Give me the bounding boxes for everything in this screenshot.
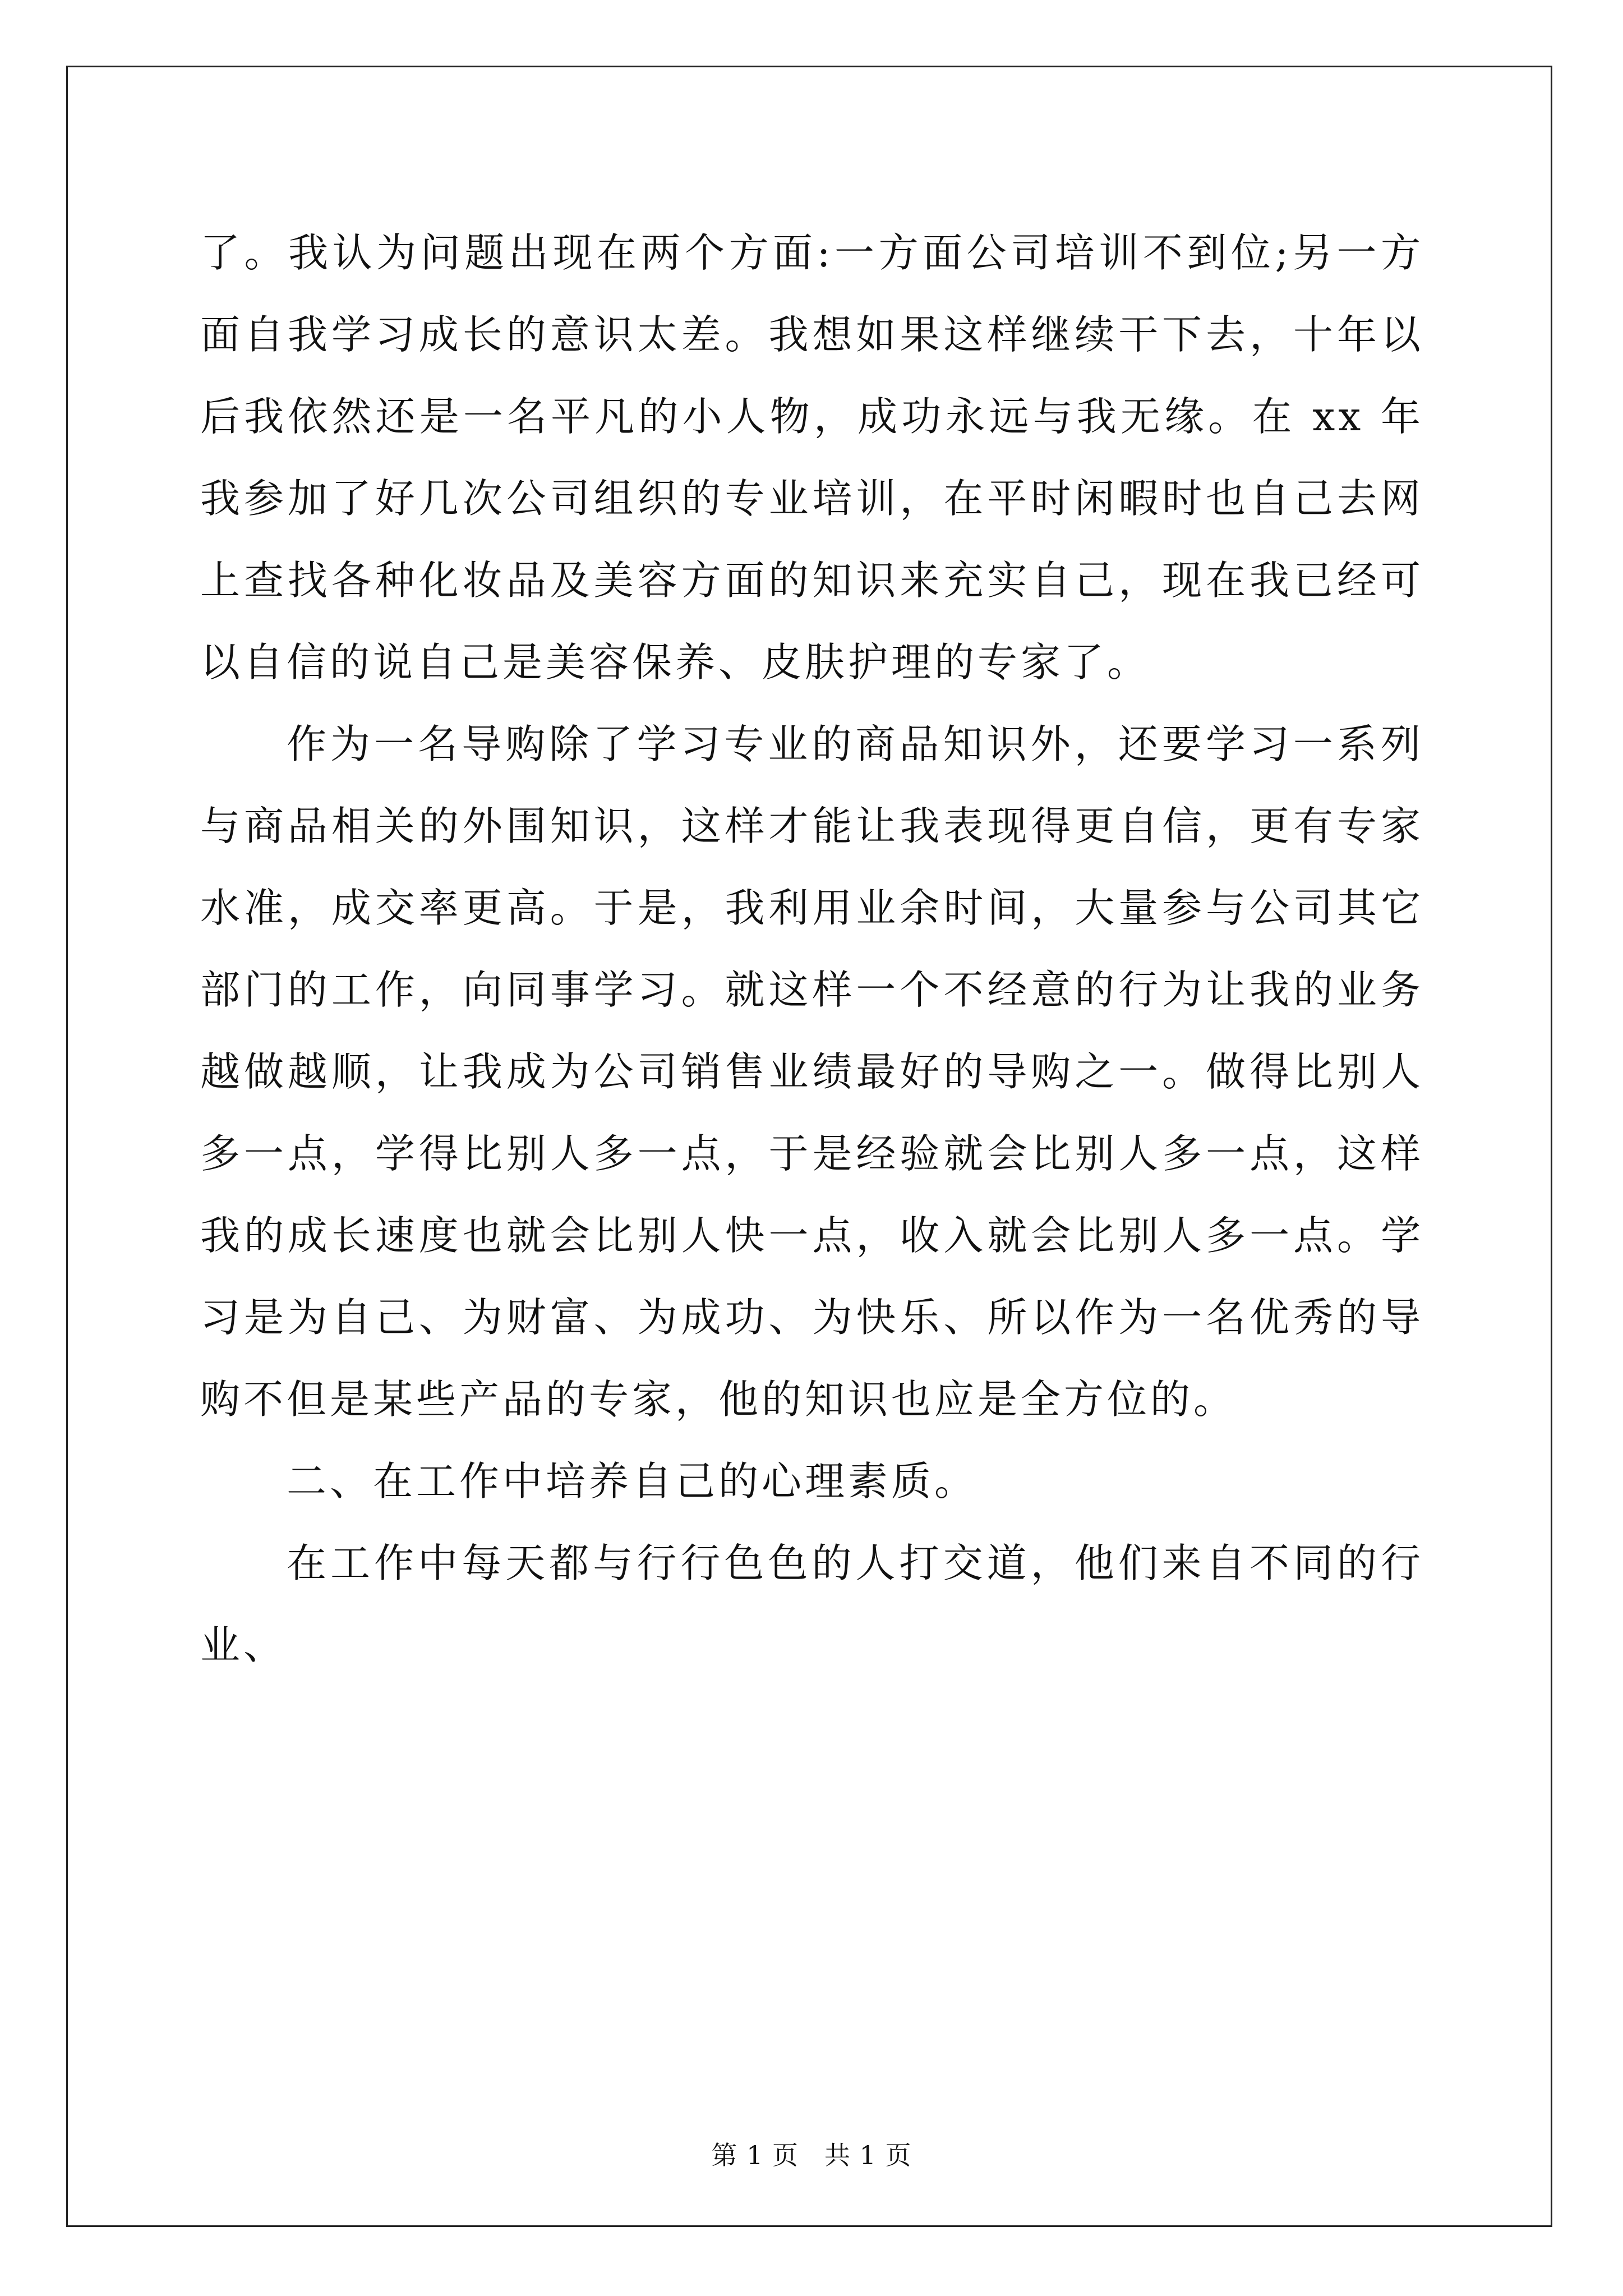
- paragraph-3-heading: 二、在工作中培养自己的心理素质。: [287, 1458, 978, 1504]
- page-footer: [0, 2138, 1623, 2172]
- paragraph-2: 作为一名导购除了学习专业的商品知识外，还要学习一系列与商品相关的外围知识，这样才能让我表现得更自信，更有专家水准，成交率更高。于是，我利用业余时间，大量参与公司其它部门的工作，向同事学习。就这样一个不经意的行为让我的业务越做越顺，让我成为公司销售业绩最好的导购之一。做得比别人多一点，学得比别人多一点，于是经验就会比别人多一点，这样我的成长速度也就会比别人快一点，收入就会比别人多一点。学习是为自己、为财富、为成功、为快乐、所以作为一名优秀的导购不但是某些产品的专家，他的知识也应是全方位的。: [200, 721, 1424, 1423]
- paragraph-1: 了。我认为问题出现在两个方面:一方面公司培训不到位;另一方面自我学习成长的意识太差。我想如果这样继续干下去，十年以后我依然还是一名平凡的小人物，成功永远与我无缘。在 xx 年我参加了好几次公司组织的专业培训，在平时闲暇时也自己去网上查找各种化妆品及美容方面的知识来充实自己，现在我已经可以自信的说自己是美容保养、皮肤护理的专家了。: [200, 229, 1424, 685]
- page-total: 共 1 页: [824, 2140, 912, 2170]
- document-body: [200, 212, 1424, 1686]
- paragraph-4: 在工作中每天都与行行色色的人打交道，他们来自不同的行业、: [200, 1540, 1424, 1668]
- page-number: 第 1 页: [711, 2140, 799, 2170]
